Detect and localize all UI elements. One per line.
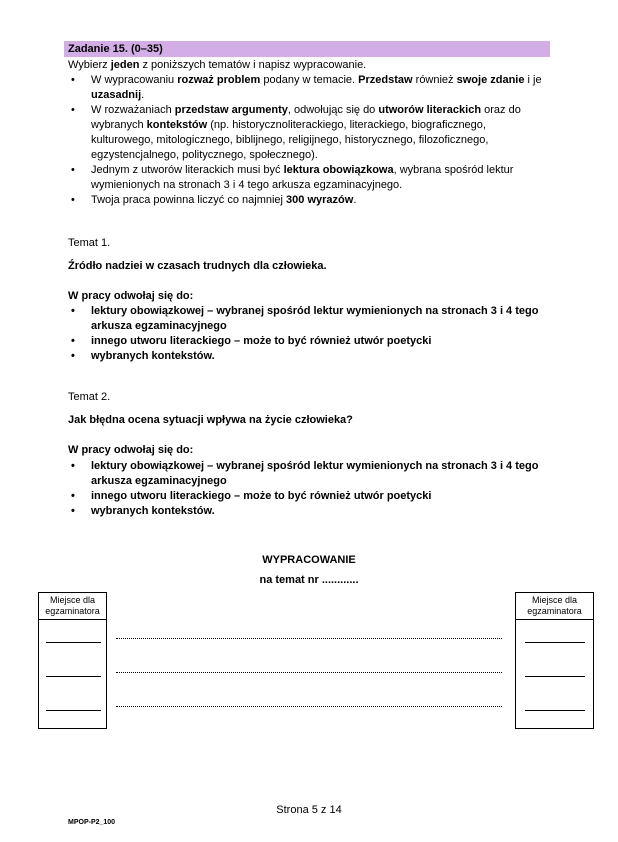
writing-line[interactable] — [116, 672, 502, 673]
examiner-box-right — [515, 592, 594, 729]
instruction-item: • Twoja praca powinna liczyć co najmniej 300 wyrazów. — [68, 193, 548, 208]
refer-item: • innego utworu literackiego – może to być również utwór poetycki — [68, 489, 548, 504]
refer-item: • innego utworu literackiego – może to być również utwór poetycki — [68, 334, 548, 349]
instruction-item: • W rozważaniach przedstaw argumenty, odwołując się do utworów literackich oraz do wybranych kontekstów (np. historycznoliterackiego, literackiego, biograficznego, kulturowego, mitologicznego, biblijnego, religijnego, historycznego, filozoficznego, egzystencjalnego, politycznego, społecznego). — [68, 103, 548, 163]
essay-heading: WYPRACOWANIE — [262, 554, 356, 566]
topic-2-refer-heading: W pracy odwołaj się do: — [68, 444, 194, 456]
examiner-caption-left: Miejsce dla egzaminatora — [39, 593, 106, 620]
task-header: Zadanie 15. (0–35) — [64, 41, 550, 57]
examiner-caption-right: Miejsce dla egzaminatora — [516, 593, 593, 620]
writing-line[interactable] — [116, 706, 502, 707]
examiner-score-line[interactable] — [525, 642, 585, 643]
refer-item: • lektury obowiązkowej – wybranej spośród lektur wymienionych na stronach 3 i 4 tego arkusza egzaminacyjnego — [68, 459, 548, 489]
refer-item: • lektury obowiązkowej – wybranej spośród lektur wymienionych na stronach 3 i 4 tego arkusza egzaminacyjnego — [68, 304, 548, 334]
topic-1-label: Temat 1. — [68, 237, 111, 249]
topic-1-refer-list — [68, 304, 548, 364]
essay-topic-number: na temat nr ............ — [259, 574, 359, 586]
examiner-score-line[interactable] — [525, 676, 585, 677]
examiner-score-line[interactable] — [525, 710, 585, 711]
topic-1-title: Źródło nadziei w czasach trudnych dla człowieka. — [68, 260, 327, 272]
intro-line: Wybierz jeden z poniższych tematów i napisz wypracowanie. — [68, 59, 367, 71]
task-instructions — [68, 58, 548, 208]
refer-item: • wybranych kontekstów. — [68, 504, 548, 519]
examiner-score-line[interactable] — [46, 642, 101, 643]
exam-code: MPOP-P2_100 — [68, 819, 116, 826]
refer-item: • wybranych kontekstów. — [68, 349, 548, 364]
topic-2-label: Temat 2. — [68, 391, 111, 403]
page-number: Strona 5 z 14 — [276, 804, 342, 816]
examiner-box-left — [38, 592, 107, 729]
topic-2-title: Jak błędna ocena sytuacji wpływa na życie człowieka? — [68, 414, 353, 426]
writing-line[interactable] — [116, 638, 502, 639]
examiner-score-line[interactable] — [46, 710, 101, 711]
topic-2-refer-list — [68, 459, 548, 519]
instruction-item: • Jednym z utworów literackich musi być lektura obowiązkowa, wybrana spośród lektur wymienionych na stronach 3 i 4 tego arkusza egzaminacyjnego. — [68, 163, 548, 193]
instruction-list — [68, 73, 548, 208]
examiner-score-line[interactable] — [46, 676, 101, 677]
instruction-item: • W wypracowaniu rozważ problem podany w temacie. Przedstaw również swoje zdanie i je uzasadnij. — [68, 73, 548, 103]
topic-1-refer-heading: W pracy odwołaj się do: — [68, 290, 194, 302]
